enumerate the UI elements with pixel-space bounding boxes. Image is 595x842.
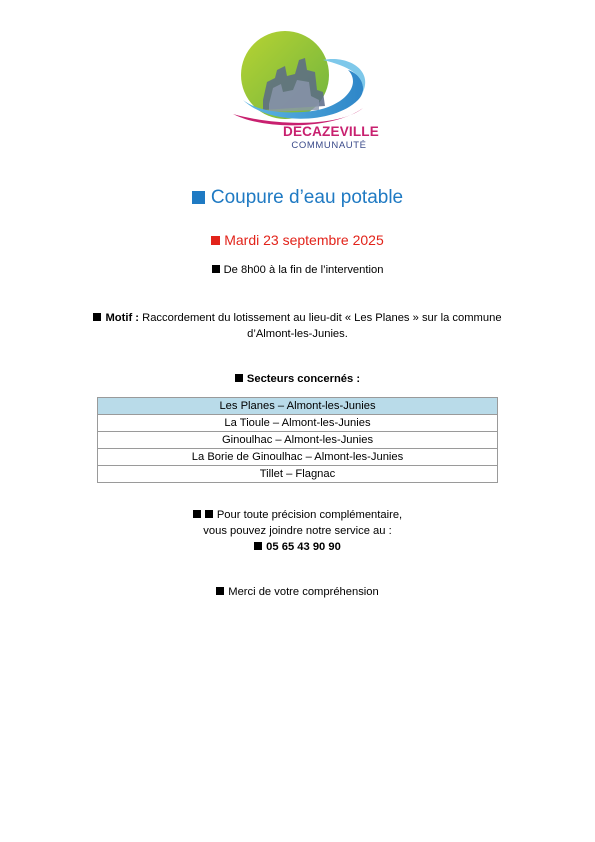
schedule-text: De 8h00 à la fin de l’intervention	[223, 264, 384, 276]
table-cell: La Tioule – Almont-les-Junies	[98, 415, 498, 432]
decazeville-logo	[223, 30, 379, 160]
square-bullet-icon	[216, 587, 224, 595]
title-text: Coupure d’eau potable	[210, 187, 404, 208]
thanks-text: Merci de votre compréhension	[228, 586, 379, 598]
logo-subtitle: COMMUNAUTÉ	[291, 140, 367, 151]
square-bullet-icon	[192, 191, 205, 204]
motif-text-line2: d’Almont-les-Junies.	[247, 328, 348, 340]
table-row	[98, 466, 498, 483]
table-row	[98, 432, 498, 449]
motif-text-line1: Raccordement du lotissement au lieu-dit « Les Planes » sur la commune	[142, 312, 502, 324]
table-cell: Les Planes – Almont-les-Junies	[98, 398, 498, 415]
square-bullet-icon	[193, 510, 201, 518]
date-line	[0, 232, 595, 248]
motif-paragraph	[0, 310, 595, 342]
phone-number: 05 65 43 90 90	[266, 541, 341, 553]
logo-graphic	[223, 30, 375, 130]
contact-block	[0, 507, 595, 555]
table-cell: Tillet – Flagnac	[98, 466, 498, 483]
table-row	[98, 415, 498, 432]
logo-name: DECAZEVILLE	[283, 124, 379, 139]
schedule-line	[0, 264, 595, 276]
table-row	[98, 449, 498, 466]
thanks-line	[0, 586, 595, 598]
square-bullet-icon	[254, 542, 262, 550]
square-bullet-icon	[235, 374, 243, 382]
table-cell: Ginoulhac – Almont-les-Junies	[98, 432, 498, 449]
motif-label: Motif :	[105, 312, 139, 324]
contact-line2: vous pouvez joindre notre service au :	[203, 525, 392, 537]
date-text: Mardi 23 septembre 2025	[224, 232, 384, 248]
square-bullet-icon	[212, 265, 220, 273]
square-bullet-icon	[93, 313, 101, 321]
contact-line1: Pour toute précision complémentaire,	[216, 509, 403, 521]
table-cell: La Borie de Ginoulhac – Almont-les-Junies	[98, 449, 498, 466]
square-bullet-icon	[205, 510, 213, 518]
square-bullet-icon	[211, 236, 220, 245]
table-row	[98, 398, 498, 415]
sectors-heading	[0, 373, 595, 385]
sectors-label: Secteurs concernés :	[246, 373, 361, 385]
sectors-table	[97, 397, 498, 483]
page-title	[0, 187, 595, 209]
